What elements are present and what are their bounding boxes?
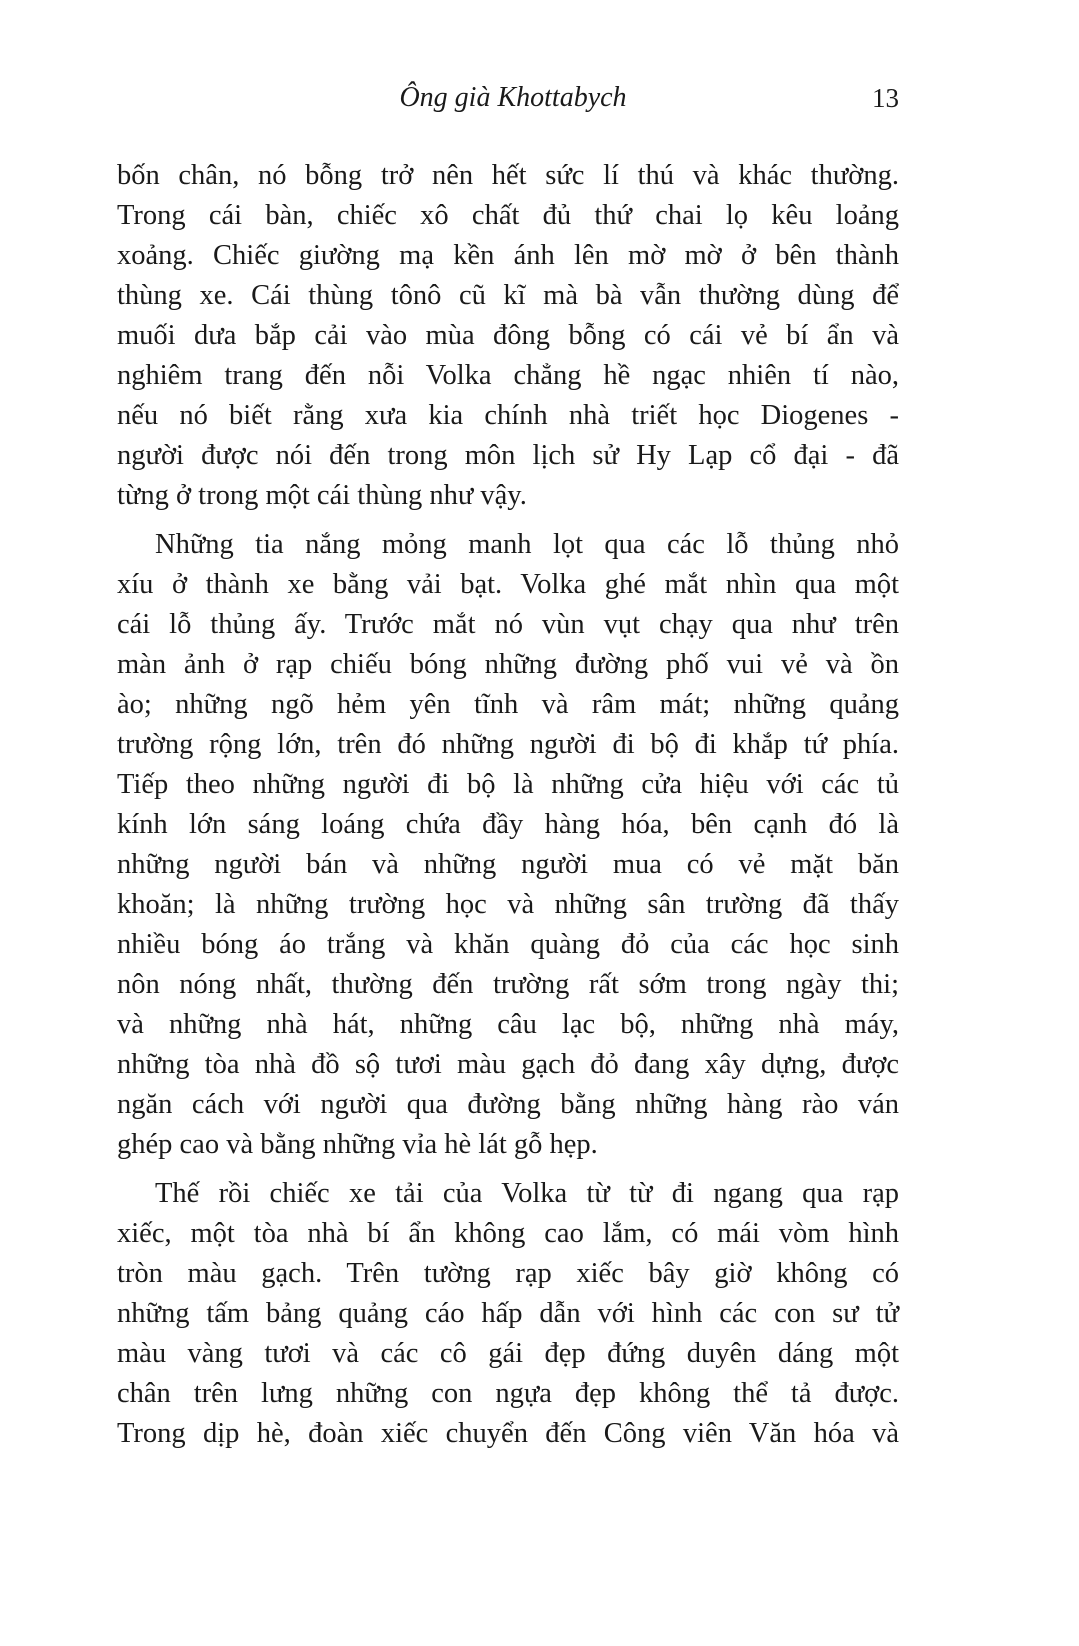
paragraph	[117, 525, 899, 1165]
text-line: Tiếp theo những người đi bộ là những cửa hiệu với các tủ	[117, 769, 899, 800]
text-line: cái lỗ thủng ấy. Trước mắt nó vùn vụt chạy qua như trên	[117, 609, 899, 640]
text-line: khoăn; là những trường học và những sân trường đã thấy	[117, 889, 899, 920]
text-line: và những nhà hát, những câu lạc bộ, những nhà máy,	[117, 1009, 899, 1040]
body-text	[117, 156, 899, 1454]
text-line: thùng xe. Cái thùng tônô cũ kĩ mà bà vẫn thường dùng để	[117, 280, 899, 311]
running-head-title: Ông già Khottabych	[399, 82, 627, 113]
text-line: chân trên lưng những con ngựa đẹp không thể tả được.	[117, 1378, 899, 1409]
text-line: xiếc, một tòa nhà bí ẩn không cao lắm, có mái vòm hình	[117, 1218, 899, 1249]
text-line: màn ảnh ở rạp chiếu bóng những đường phố vui vẻ và ồn	[117, 649, 899, 680]
text-line: nếu nó biết rằng xưa kia chính nhà triết học Diogenes -	[117, 400, 899, 431]
text-line: người được nói đến trong môn lịch sử Hy Lạp cổ đại - đã	[117, 440, 899, 471]
paragraph	[117, 1174, 899, 1454]
text-line: tròn màu gạch. Trên tường rạp xiếc bây giờ không có	[117, 1258, 899, 1289]
text-line: ngăn cách với người qua đường bằng những hàng rào ván	[117, 1089, 899, 1120]
text-line: những tòa nhà đồ sộ tươi màu gạch đỏ đang xây dựng, được	[117, 1049, 899, 1080]
text-line: nghiêm trang đến nỗi Volka chẳng hề ngạc nhiên tí nào,	[117, 360, 899, 391]
text-line: ghép cao và bằng những vỉa hè lát gỗ hẹp.	[117, 1129, 598, 1160]
text-line: nhiều bóng áo trắng và khăn quàng đỏ của các học sinh	[117, 929, 899, 960]
text-line: Thế rồi chiếc xe tải của Volka từ từ đi ngang qua rạp	[155, 1178, 899, 1209]
text-line: bốn chân, nó bỗng trở nên hết sức lí thú và khác thường.	[117, 160, 899, 191]
text-line: ào; những ngõ hẻm yên tĩnh và râm mát; những quảng	[117, 689, 899, 720]
text-line: xoảng. Chiếc giường mạ kền ánh lên mờ mờ ở bên thành	[117, 240, 899, 271]
running-head	[117, 78, 899, 118]
text-line: Trong cái bàn, chiếc xô chất đủ thứ chai lọ kêu loảng	[117, 200, 899, 231]
text-line: màu vàng tươi và các cô gái đẹp đứng duyên dáng một	[117, 1338, 899, 1369]
text-line: kính lớn sáng loáng chứa đầy hàng hóa, bên cạnh đó là	[117, 809, 899, 840]
text-line: nôn nóng nhất, thường đến trường rất sớm trong ngày thi;	[117, 969, 899, 1000]
text-line: trường rộng lớn, trên đó những người đi bộ đi khắp tứ phía.	[117, 729, 899, 760]
text-line: những tấm bảng quảng cáo hấp dẫn với hình các con sư tử	[117, 1298, 899, 1329]
text-line: Trong dịp hè, đoàn xiếc chuyển đến Công viên Văn hóa và	[117, 1418, 899, 1449]
paragraph	[117, 156, 899, 516]
page-number: 13	[872, 83, 899, 113]
text-line: Những tia nắng mỏng manh lọt qua các lỗ thủng nhỏ	[155, 529, 899, 560]
text-line: từng ở trong một cái thùng như vậy.	[117, 480, 527, 511]
text-line: những người bán và những người mua có vẻ mặt băn	[117, 849, 899, 880]
text-line: xíu ở thành xe bằng vải bạt. Volka ghé mắt nhìn qua một	[117, 569, 899, 600]
text-line: muối dưa bắp cải vào mùa đông bỗng có cái vẻ bí ẩn và	[117, 320, 899, 351]
